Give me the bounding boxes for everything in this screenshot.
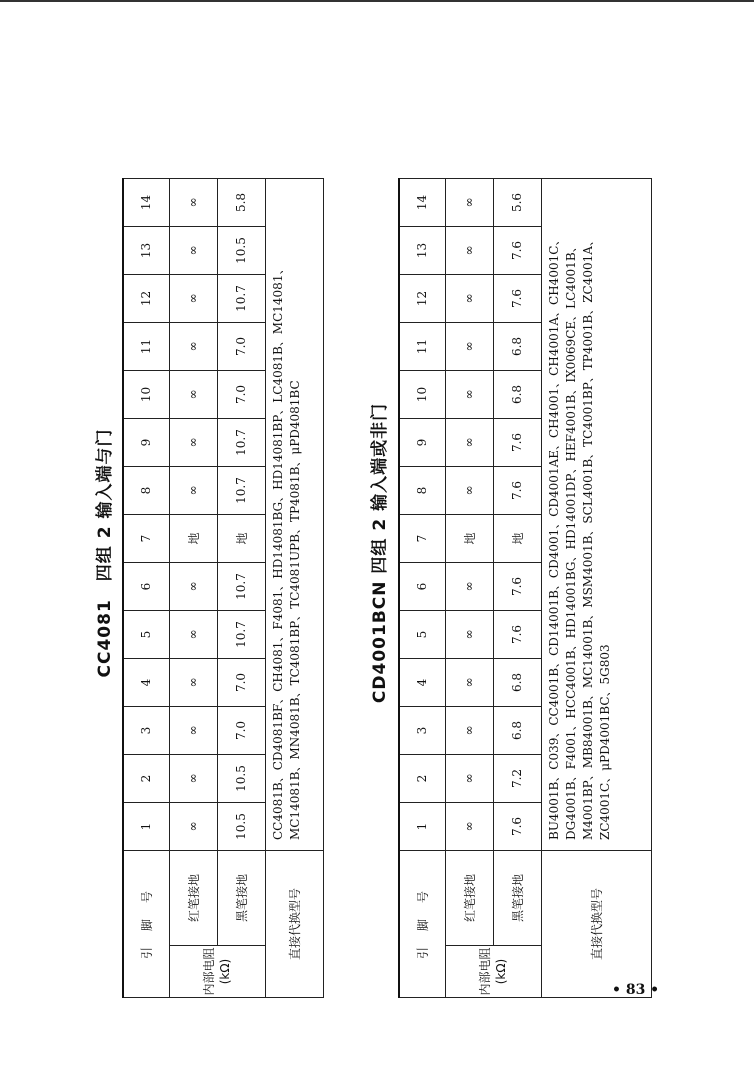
pin-table xyxy=(122,178,324,998)
pin-number: 9 xyxy=(399,419,445,467)
black-probe-value: 10.7 xyxy=(217,275,265,323)
red-probe-value: ∞ xyxy=(445,707,493,755)
pin-number: 2 xyxy=(123,755,169,803)
black-probe-value: 5.8 xyxy=(217,179,265,227)
pin-table xyxy=(398,178,652,998)
black-probe-value: 5.6 xyxy=(493,179,541,227)
red-probe-value: ∞ xyxy=(169,563,217,611)
red-probe-value: 地 xyxy=(445,515,493,563)
pin-header: 引 脚 号 xyxy=(399,851,445,998)
red-probe-value: ∞ xyxy=(169,707,217,755)
pin-number: 8 xyxy=(123,467,169,515)
pin-number: 11 xyxy=(123,323,169,371)
pin-number: 14 xyxy=(399,179,445,227)
red-probe-value: ∞ xyxy=(169,611,217,659)
pin-number: 6 xyxy=(123,563,169,611)
pin-number: 13 xyxy=(399,227,445,275)
replacement-models-label: 直接代换型号 xyxy=(265,851,323,998)
resistance-label: 内部电阻 xyxy=(478,947,492,996)
red-probe-value: ∞ xyxy=(445,275,493,323)
red-probe-value: 地 xyxy=(169,515,217,563)
black-probe-value: 10.5 xyxy=(217,803,265,851)
pin-number: 10 xyxy=(399,371,445,419)
black-probe-value: 7.2 xyxy=(493,755,541,803)
red-probe-value: ∞ xyxy=(445,323,493,371)
pin-number: 1 xyxy=(399,803,445,851)
pin-number: 6 xyxy=(399,563,445,611)
table-row xyxy=(265,179,323,998)
table-title: CD4001BCN 四组 2 输入端或非门 xyxy=(370,402,390,704)
pin-number: 9 xyxy=(123,419,169,467)
red-probe-label: 红笔接地 xyxy=(169,851,217,946)
black-probe-value: 7.6 xyxy=(493,275,541,323)
red-probe-value: ∞ xyxy=(445,563,493,611)
black-probe-value: 10.7 xyxy=(217,611,265,659)
pin-number: 11 xyxy=(399,323,445,371)
pin-number: 3 xyxy=(399,707,445,755)
black-probe-value: 10.5 xyxy=(217,227,265,275)
pin-number: 12 xyxy=(399,275,445,323)
page-number: • 83 • xyxy=(612,982,660,998)
red-probe-value: ∞ xyxy=(169,755,217,803)
table-row xyxy=(123,179,169,998)
red-probe-value: ∞ xyxy=(445,755,493,803)
black-probe-value: 10.5 xyxy=(217,755,265,803)
replacement-models-label: 直接代换型号 xyxy=(541,851,651,998)
black-probe-value: 7.6 xyxy=(493,467,541,515)
pin-number: 7 xyxy=(399,515,445,563)
pin-number: 4 xyxy=(123,659,169,707)
pin-number: 5 xyxy=(123,611,169,659)
red-probe-value: ∞ xyxy=(445,227,493,275)
red-probe-value: ∞ xyxy=(445,659,493,707)
black-probe-value: 6.8 xyxy=(493,371,541,419)
black-probe-value: 7.0 xyxy=(217,707,265,755)
black-probe-value: 10.7 xyxy=(217,419,265,467)
resistance-unit: (kΩ) xyxy=(494,958,508,985)
pin-number: 5 xyxy=(399,611,445,659)
resistance-group-cell xyxy=(445,946,541,998)
black-probe-value: 地 xyxy=(493,515,541,563)
pin-number: 1 xyxy=(123,803,169,851)
replacement-models-list: BU4001B、C039、CC4001B、CD14001B、CD4001、CD4001AE、CH4001、CH4001A、CH4001C、DG4001B、F4001、HCC4001B、HD14001BG、HD14001DP、HEF4001B、IX0069CE、LC4001B、M4001BP、MB84001B、MC14001B、MSM4001B、SCL4001B、TC4001BP、TP4001B、ZC4001A、ZC4001C、μPD4001BC、5G803 xyxy=(541,179,651,851)
pin-number: 8 xyxy=(399,467,445,515)
red-probe-value: ∞ xyxy=(169,419,217,467)
black-probe-value: 7.6 xyxy=(493,563,541,611)
black-probe-value: 7.0 xyxy=(217,659,265,707)
pin-number: 4 xyxy=(399,659,445,707)
red-probe-value: ∞ xyxy=(445,371,493,419)
black-probe-value: 6.8 xyxy=(493,659,541,707)
black-probe-value: 10.7 xyxy=(217,467,265,515)
replacement-models-list: CC4081B、CD4081BF、CH4081、F4081、HD14081BG、HD14081BP、LC4081B、MC14081、MC14081B、MN4081B、TC4081BP、TC4081UPB、TP4081B、μPD4081BC xyxy=(265,179,323,851)
black-probe-value: 7.6 xyxy=(493,227,541,275)
black-probe-value: 7.0 xyxy=(217,371,265,419)
pin-header: 引 脚 号 xyxy=(123,851,169,998)
red-probe-value: ∞ xyxy=(169,323,217,371)
pin-number: 2 xyxy=(399,755,445,803)
red-probe-value: ∞ xyxy=(169,371,217,419)
pin-number: 13 xyxy=(123,227,169,275)
red-probe-label: 红笔接地 xyxy=(445,851,493,946)
red-probe-value: ∞ xyxy=(169,179,217,227)
resistance-label: 内部电阻 xyxy=(202,947,216,996)
table-title: CC4081 四组 2 输入端与门 xyxy=(95,428,115,678)
resistance-group-cell xyxy=(169,946,265,998)
red-probe-value: ∞ xyxy=(445,179,493,227)
red-probe-value: ∞ xyxy=(445,467,493,515)
red-probe-value: ∞ xyxy=(169,467,217,515)
pin-number: 14 xyxy=(123,179,169,227)
red-probe-value: ∞ xyxy=(169,803,217,851)
red-probe-value: ∞ xyxy=(445,803,493,851)
table-row xyxy=(217,179,265,998)
red-probe-value: ∞ xyxy=(445,611,493,659)
pin-number: 3 xyxy=(123,707,169,755)
pin-number: 10 xyxy=(123,371,169,419)
black-probe-value: 7.0 xyxy=(217,323,265,371)
black-probe-value: 地 xyxy=(217,515,265,563)
red-probe-value: ∞ xyxy=(445,419,493,467)
black-probe-label: 黑笔接地 xyxy=(493,851,541,946)
black-probe-label: 黑笔接地 xyxy=(217,851,265,946)
black-probe-value: 7.6 xyxy=(493,419,541,467)
table-row xyxy=(445,179,493,998)
table-row xyxy=(541,179,651,998)
black-probe-value: 6.8 xyxy=(493,707,541,755)
red-probe-value: ∞ xyxy=(169,275,217,323)
black-probe-value: 6.8 xyxy=(493,323,541,371)
black-probe-value: 7.6 xyxy=(493,611,541,659)
pin-number: 12 xyxy=(123,275,169,323)
black-probe-value: 10.7 xyxy=(217,563,265,611)
table-row xyxy=(493,179,541,998)
red-probe-value: ∞ xyxy=(169,227,217,275)
pin-number: 7 xyxy=(123,515,169,563)
resistance-unit: (kΩ) xyxy=(218,958,232,985)
black-probe-value: 7.6 xyxy=(493,803,541,851)
table-row xyxy=(399,179,445,998)
red-probe-value: ∞ xyxy=(169,659,217,707)
table-row xyxy=(169,179,217,998)
